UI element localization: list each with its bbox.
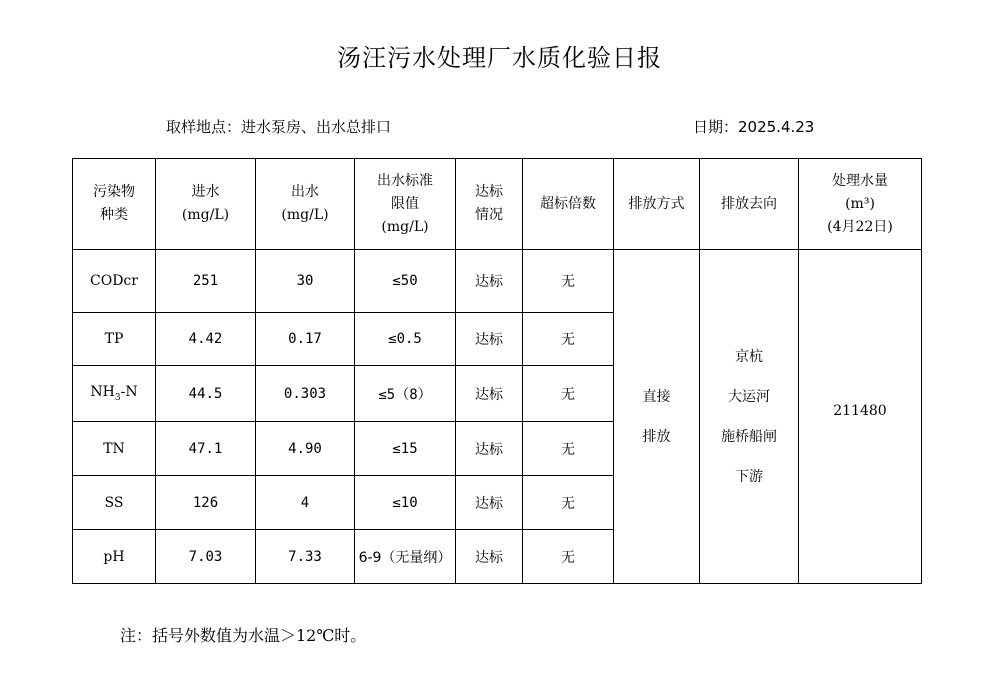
discharge-destination-cell: 京杭 大运河 施桥船闸 下游 (700, 250, 799, 584)
status-cell: 达标 (456, 313, 523, 366)
header-compliance: 达标 情况 (456, 159, 523, 250)
param-cell: pH (73, 530, 156, 584)
status-cell: 达标 (456, 530, 523, 584)
exceed-cell: 无 (523, 476, 614, 530)
outflow-cell: 0.17 (256, 313, 355, 366)
outflow-cell: 30 (256, 250, 355, 313)
header-outflow: 出水 (mg/L) (256, 159, 355, 250)
outflow-cell: 7.33 (256, 530, 355, 584)
param-cell: TP (73, 313, 156, 366)
status-cell: 达标 (456, 250, 523, 313)
inflow-cell: 47.1 (156, 422, 256, 476)
param-cell: $NH_3-N$ (73, 366, 156, 422)
treated-volume-cell (799, 250, 922, 584)
limit-cell: 6-9（无量纲） (355, 530, 456, 584)
exceed-cell: 无 (523, 422, 614, 476)
discharge-method-cell: 直接 排放 (614, 250, 700, 584)
param-cell: CODcr (73, 250, 156, 313)
header-exceed-times: 超标倍数 (523, 159, 614, 250)
report-date: 日期：2025.4.23 (693, 118, 815, 136)
header-limit: 出水标准 限值 (mg/L) (355, 159, 456, 250)
exceed-cell: 无 (523, 530, 614, 584)
treated-volume-value: 211480 (833, 402, 887, 419)
outflow-cell: 4.90 (256, 422, 355, 476)
param-cell: SS (73, 476, 156, 530)
limit-cell: ≤0.5 (355, 313, 456, 366)
footnote: 注：括号外数值为水温＞12℃时。 (120, 626, 367, 645)
header-row (73, 159, 922, 250)
table-row (73, 250, 922, 313)
status-cell: 达标 (456, 366, 523, 422)
limit-cell: ≤15 (355, 422, 456, 476)
header-discharge-method: 排放方式 (614, 159, 700, 250)
header-discharge-destination: 排放去向 (700, 159, 799, 250)
limit-cell: ≤10 (355, 476, 456, 530)
outflow-cell: 0.303 (256, 366, 355, 422)
status-cell: 达标 (456, 476, 523, 530)
limit-cell: ≤5（8） (355, 366, 456, 422)
exceed-cell: 无 (523, 313, 614, 366)
inflow-cell: 4.42 (156, 313, 256, 366)
header-inflow: 进水 (mg/L) (156, 159, 256, 250)
inflow-cell: 44.5 (156, 366, 256, 422)
outflow-cell: 4 (256, 476, 355, 530)
sampling-location: 取样地点：进水泵房、出水总排口 (166, 118, 392, 136)
report-title: 汤汪污水处理厂水质化验日报 (337, 44, 662, 72)
inflow-cell: 126 (156, 476, 256, 530)
header-volume: 处理水量 (m³) (4月22日) (799, 159, 922, 250)
water-quality-table (72, 158, 922, 584)
limit-cell: ≤50 (355, 250, 456, 313)
param-cell: TN (73, 422, 156, 476)
exceed-cell: 无 (523, 366, 614, 422)
status-cell: 达标 (456, 422, 523, 476)
header-pollutant: 污染物 种类 (73, 159, 156, 250)
exceed-cell: 无 (523, 250, 614, 313)
inflow-cell: 251 (156, 250, 256, 313)
inflow-cell: 7.03 (156, 530, 256, 584)
